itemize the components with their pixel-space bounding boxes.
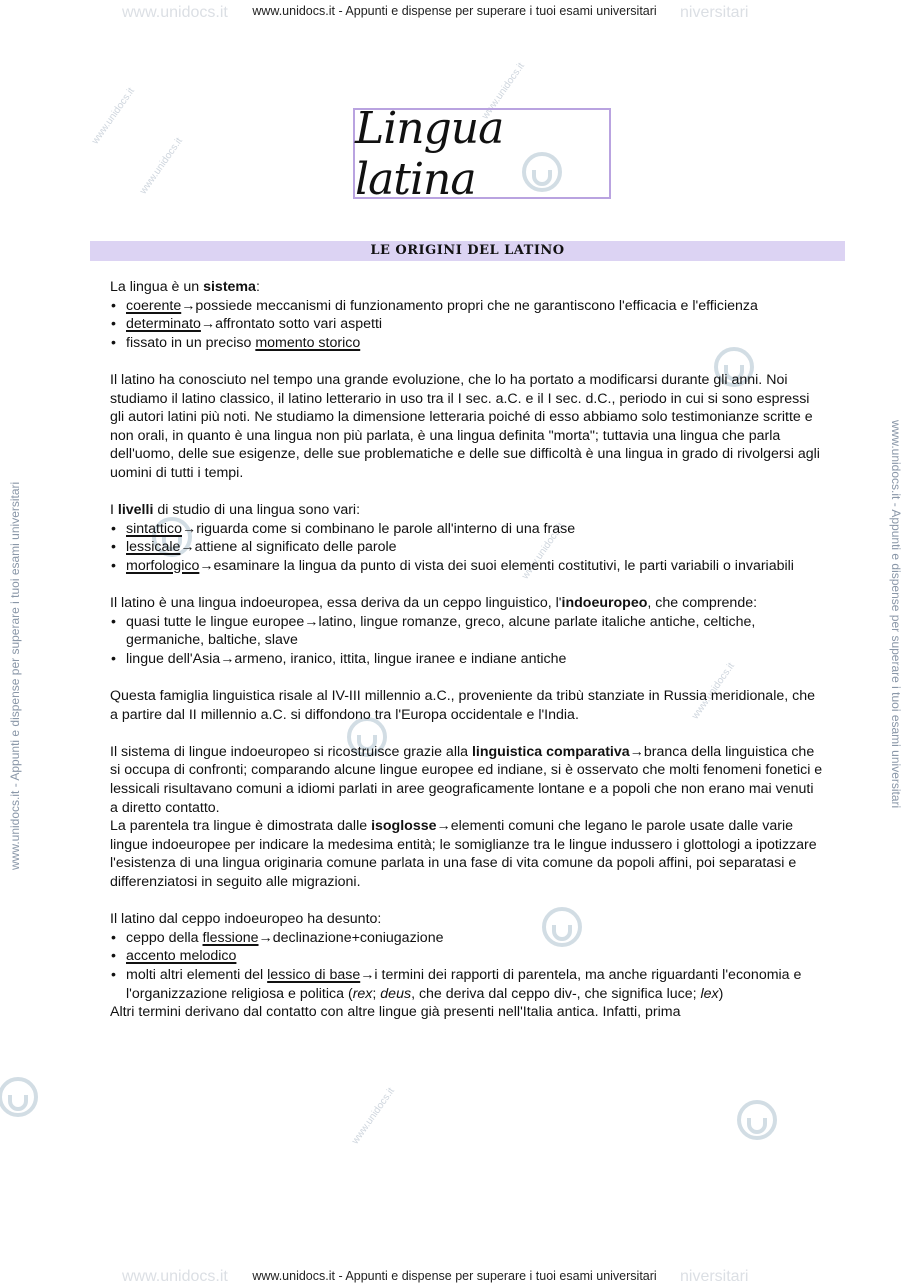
paragraph-altri-termini: Altri termini derivano dal contatto con altre lingue già presenti nell'Italia antica. Infatti, prima	[110, 1004, 681, 1021]
header-watermark: www.unidocs.it - Appunti e dispense per superare i tuoi esami universitari	[252, 4, 657, 18]
list-item: • determinato→affrontato sotto vari aspetti	[110, 315, 825, 334]
unidocs-logo-icon	[735, 1098, 779, 1142]
list-item: • molti altri elementi del lessico di base→i termini dei rapporti di parentela, ma anche riguardanti l'economia e l'organizzazione religiosa e politica (rex; deus, che deriva dal ceppo div-, che significa luce; lex)	[110, 966, 825, 1003]
list-item: • coerente→possiede meccanismi di funzionamento propri che ne garantiscono l'efficacia e l'efficienza	[110, 297, 825, 316]
paragraph-desunto: Il latino dal ceppo indoeuropeo ha desunto:	[110, 911, 382, 928]
list-item: • accento melodico	[110, 947, 825, 966]
list-item: • ceppo della flessione→declinazione+coniugazione	[110, 929, 825, 948]
section-heading: LE ORIGINI DEL LATINO	[90, 241, 845, 261]
list-item: • quasi tutte le lingue europee→latino, lingue romanze, greco, alcune parlate italiche antiche, celtiche, germaniche, baltiche, slave	[110, 613, 825, 650]
paragraph-indoeuropeo: Il latino è una lingua indoeuropea, essa deriva da un ceppo linguistico, l'indoeuropeo, che comprende:	[110, 595, 758, 612]
list-item: • morfologico→esaminare la lingua da punto di vista dei suoi elementi costitutivi, le parti variabili o invariabili	[110, 557, 825, 576]
diagonal-watermark: www.unidocs.it	[350, 1085, 397, 1147]
list-item: • sintattico→riguarda come si combinano le parole all'interno di una frase	[110, 520, 825, 539]
list-item: • lessicale→attiene al significato delle parole	[110, 538, 825, 557]
footer-watermark: www.unidocs.it - Appunti e dispense per superare i tuoi esami universitari	[252, 1269, 657, 1283]
diagonal-watermark: www.unidocs.it	[520, 520, 567, 582]
diagonal-watermark: www.unidocs.it	[90, 85, 137, 147]
paragraph-livelli: I livelli di studio di una lingua sono vari:	[110, 502, 361, 519]
list-item: • fissato in un preciso momento storico	[110, 334, 825, 353]
ghost-watermark-footer-right: niversitari	[680, 1268, 749, 1285]
document-title-box	[353, 102, 611, 205]
ghost-watermark-header: www.unidocs.it	[122, 4, 228, 21]
paragraph-linguistica-comparativa: Il sistema di lingue indoeuropeo si ricostruisce grazie alla linguistica comparativa→branca della linguistica che si occupa di confronti; comparando alcune lingue europee ed indiane, si è osservato che molti fenomeni fonetici e lessicali risultavano comuni a idiomi parlati in aree geograficamente lontane e a popoli che non erano mai venuti a diretto contatto.	[110, 743, 823, 816]
list-item: • lingue dell'Asia→armeno, iranico, ittita, lingue iranee e indiane antiche	[110, 650, 825, 669]
diagonal-watermark: www.unidocs.it	[138, 135, 185, 197]
unidocs-logo-icon	[0, 1075, 40, 1119]
list-sistema	[110, 297, 825, 353]
paragraph-evoluzione: Il latino ha conosciuto nel tempo una grande evoluzione, che lo ha portato a modificarsi durante gli anni. Noi studiamo il latino classico, il latino letterario in uso tra il I sec. a.C. e il I sec. d.C., periodo in cui si sono espressi gli autori latini più noti. Ne studiamo la dimensione letteraria poiché di esso abbiamo solo testimonianze scritte e non orali, in quanto è una lingua non più parlata, è una lingua definita "morta"; tuttavia una lingua che parla dell'uomo, delle sue esigenze, delle sue problematiche e delle sue difficoltà è una lingua in grado di rivolgersi agli uomini di tutti i tempi.	[110, 371, 820, 481]
diagonal-watermark: www.unidocs.it	[690, 660, 737, 722]
list-indoeuropeo	[110, 613, 825, 669]
paragraph-sistema: La lingua è un sistema:	[110, 279, 260, 295]
paragraph-famiglia: Questa famiglia linguistica risale al IV-III millennio a.C., proveniente da tribù stanziate in Russia meridionale, che a partire dal II millennio a.C. si diffondono tra l'Europa occidentale e l'India.	[110, 688, 815, 723]
diagonal-watermark: www.unidocs.it	[480, 60, 527, 122]
side-watermark-left: www.unidocs.it - Appunti e dispense per superare i tuoi esami universitari	[8, 481, 22, 870]
document-body	[110, 278, 825, 1022]
side-watermark-right: www.unidocs.it - Appunti e dispense per superare i tuoi esami universitari	[889, 420, 903, 809]
paragraph-isoglosse: La parentela tra lingue è dimostrata dalle isoglosse→elementi comuni che legano le parole usate dalle varie lingue indoeuropee per indicare la medesima entità; le somiglianze tra le lingue indussero i glottologi a ipotizzare l'esistenza di una lingua originaria comune parlata in una fase di vita comune da popoli affini, poi separatasi e differenziatosi in seguito alle migrazioni.	[110, 818, 817, 890]
ghost-watermark-header-right: niversitari	[680, 4, 749, 21]
document-title: Lingua latina	[355, 102, 504, 205]
list-desunto	[110, 929, 825, 1003]
list-livelli	[110, 520, 825, 576]
ghost-watermark-footer: www.unidocs.it	[122, 1268, 228, 1285]
